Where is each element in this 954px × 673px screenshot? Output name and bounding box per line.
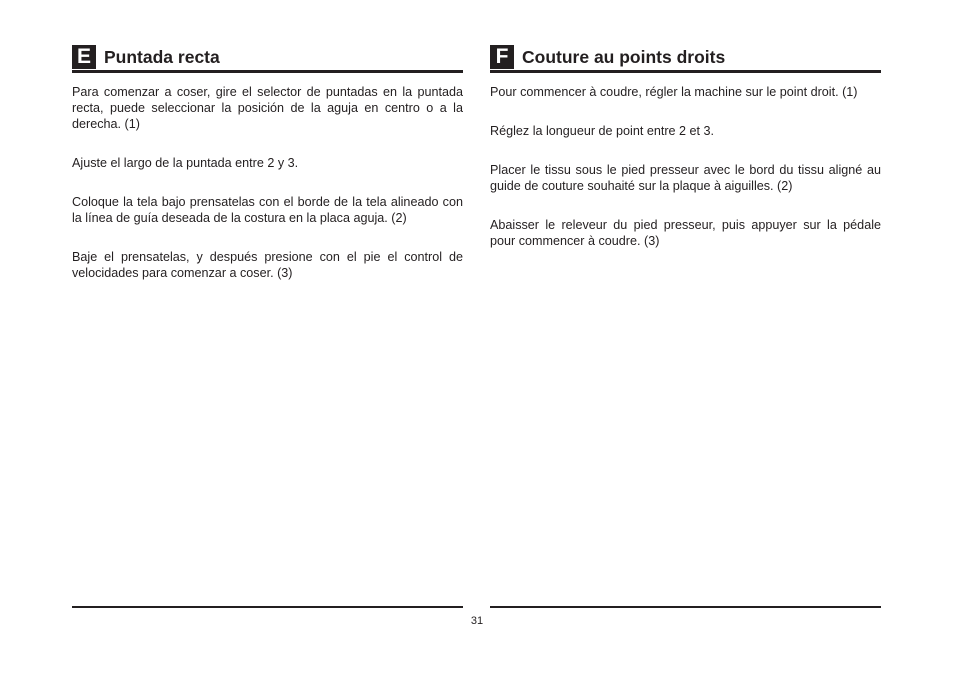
- paragraph: Placer le tissu sous le pied presseur avec le bord du tissu aligné au guide de couture souhaité sur la plaque à aiguilles. (2): [490, 163, 881, 193]
- footer-divider-left: [72, 606, 463, 608]
- french-section: [490, 44, 881, 272]
- spanish-paragraphs: [72, 84, 463, 281]
- language-badge-f: F: [490, 45, 514, 69]
- paragraph: Abaisser le releveur du pied presseur, puis appuyer sur la pédale pour commencer à coudre. (3): [490, 218, 881, 248]
- paragraph: Coloque la tela bajo prensatelas con el borde de la tela alineado con la línea de guía deseada de la costura en la placa aguja. (2): [72, 195, 463, 225]
- french-paragraphs: [490, 84, 881, 249]
- footer-divider-right: [490, 606, 881, 608]
- spanish-section-title: Puntada recta: [104, 47, 220, 67]
- spanish-section-header: [72, 44, 463, 73]
- paragraph: Baje el prensatelas, y después presione con el pie el control de velocidades para comenzar a coser. (3): [72, 250, 463, 280]
- paragraph: Ajuste el largo de la puntada entre 2 y 3.: [72, 156, 299, 170]
- paragraph: Para comenzar a coser, gire el selector de puntadas en la puntada recta, puede seleccionar la posición de la aguja en centro o a la derecha. (1): [72, 85, 463, 131]
- page-number: 31: [470, 615, 484, 627]
- paragraph: Réglez la longueur de point entre 2 et 3.: [490, 124, 715, 138]
- french-section-title: Couture au points droits: [522, 47, 726, 67]
- language-badge-e: E: [72, 45, 96, 69]
- spanish-section: [72, 44, 463, 304]
- french-section-header: [490, 44, 881, 73]
- paragraph: Pour commencer à coudre, régler la machine sur le point droit. (1): [490, 85, 858, 99]
